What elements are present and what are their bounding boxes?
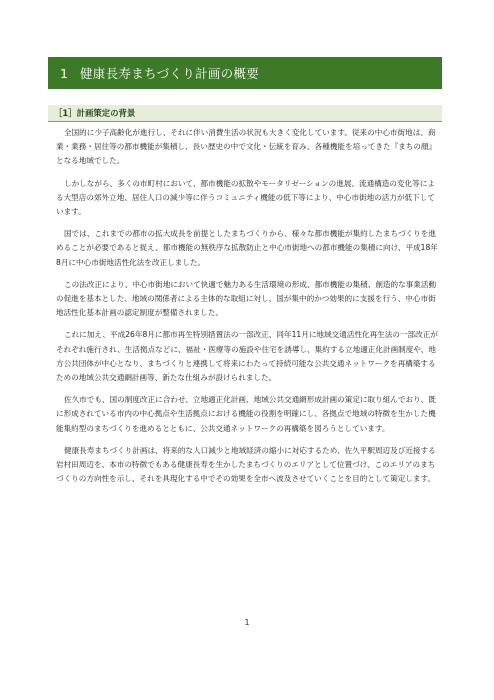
paragraph: これに加え、平成26年8月に都市再生特別措置法の一部改正、同年11月に地域交通活性化再生法の一部改正がそれぞれ施行され、生活拠点などに、福祉・医療等の施設や住宅を誘導し、集約する立地適正化計画制度や、地方公共団体が中心となり、まちづくりと連携して将来にわたって持続可能な公共交通ネットワークを再構築するための地域公共交通網計画等、新たな仕組みが設けられました。 — [56, 330, 438, 383]
section-label: ［1］計画策定の背景 — [54, 108, 136, 118]
paragraph: 健康長寿まちづくり計画は、将来的な人口減少と地域経済の縮小に対応するため、佐久平駅周辺及び近接する岩村田周辺を、本市の特徴でもある健康長寿を生かしたまちづくりのエリアとして位置づけ、このエリアのまちづくりの方向性を示し、それを具現化する中でその効果を全市へ波及させていくことを目的として策定します。 — [56, 445, 436, 484]
chapter-number: 1 — [60, 65, 68, 81]
paragraph: この法改正により、中心市街地において快適で魅力ある生活環境の形成、都市機能の集積、創造的な事業活動の促進を基本とした、地域の関係者による主体的な取組に対し、国が集中的かつ効果的に支援を行う、中心市街地活性化基本計画の認定制度が整備されました。 — [56, 279, 437, 318]
chapter-banner — [48, 57, 442, 89]
paragraph: しかしながら、多くの市町村において、都市機能の拡散やモータリゼーションの進展、流通構造の変化等による大型店の郊外立地、居住人口の減少等に伴うコミュニティ機能の低下等により、中心市街地の活力が低下しています。 — [56, 178, 435, 217]
paragraph: 国では、これまでの都市の拡大成長を前提としたまちづくりから、様々な都市機能が集約したまちづくりを進めることが必要であると捉え、都市機能の無秩序な拡散防止と中心市街地への都市機能の集積に向け、平成18年8月に中心市街地活性化法を改正しました。 — [56, 229, 438, 267]
chapter-title: 健康長寿まちづくり計画の概要 — [80, 66, 260, 81]
body-text — [56, 126, 440, 494]
paragraph: 全国的に少子高齢化が進行し、それに伴い消費生活の状況も大きく変化しています。従来の中心市街地は、商業・業務・居住等の都市機能が集積し、長い歴史の中で文化・伝統を育み、各種機能を培ってきた『まちの顔』となる地域でした。 — [56, 128, 437, 166]
page-number: 1 — [244, 618, 250, 627]
paragraph: 佐久市でも、国の制度改正に合わせ、立地適正化計画、地域公共交通網形成計画の策定に取り組んでおり、既に形成されている市内の中心拠点や生活拠点における機能の役割を明確にし、各拠点で地域の特徴を生かした機能集約型のまちづくりを進めるとともに、公共交通ネットワークの再構築を図ろうとしています。 — [56, 395, 436, 433]
section-heading — [48, 105, 442, 122]
